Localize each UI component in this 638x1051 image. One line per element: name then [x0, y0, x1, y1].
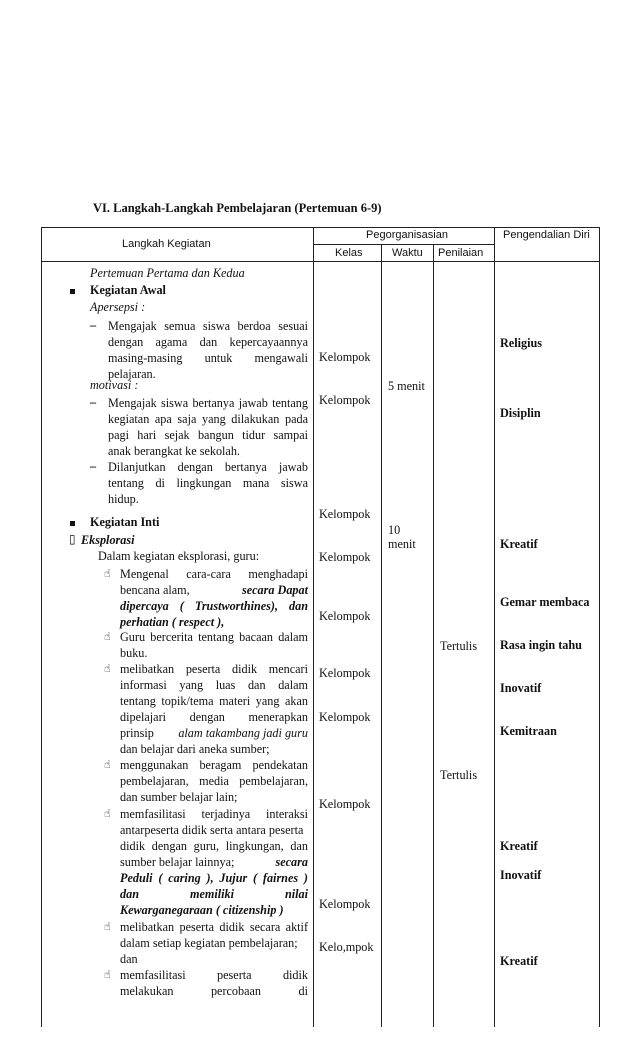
- pointing-hand-icon: ☝: [104, 920, 111, 933]
- inti-item-6-line-1: melibatkan peserta didik secara aktif: [120, 920, 308, 934]
- waktu-cell: 10: [388, 523, 401, 537]
- inti-item-3-line-5b: alam takambang jadi guru: [178, 726, 308, 740]
- awal-item-1-line-3: masing-masing untuk mengawali: [108, 351, 308, 365]
- kelas-cell: Kelompok: [319, 797, 371, 811]
- inti-item-5-line-7: Kewarganegaraan ( citizenship ): [120, 903, 284, 917]
- waktu-cell: 5 menit: [388, 379, 425, 393]
- pengendalian-cell: Kreatif: [500, 537, 538, 551]
- awal-item-3-line-3: hidup.: [108, 492, 139, 506]
- pointing-hand-icon: ☝: [104, 968, 111, 981]
- kegiatan-inti-heading: Kegiatan Inti: [90, 515, 160, 529]
- inti-item-2-line-2: buku.: [120, 646, 148, 660]
- inti-item-6-line-2: dalam setiap kegiatan pembelajaran;: [120, 936, 298, 950]
- inti-item-5-line-5: Peduli ( caring ), Jujur ( fairnes ): [120, 871, 308, 885]
- dash-bullet-icon: –: [90, 395, 97, 409]
- inti-item-6-line-3: dan: [120, 952, 138, 966]
- kelas-cell: Kelompok: [319, 507, 371, 521]
- pengendalian-cell: Religius: [500, 336, 542, 350]
- inti-item-5-line-2: antarpeserta didik serta antara peserta: [120, 823, 304, 837]
- square-bullet-icon: [70, 289, 75, 294]
- awal-item-1-line-2: dengan agama dan kepercayaannya: [108, 335, 308, 349]
- square-bullet-icon: [70, 521, 75, 526]
- awal-item-2-line-4: anak berangkat ke sekolah.: [108, 444, 240, 458]
- kelas-cell: Kelompok: [319, 666, 371, 680]
- inti-item-2-line-1: Guru bercerita tentang bacaan dalam: [120, 630, 308, 644]
- inti-item-1-line-2a: bencana alam,: [120, 583, 190, 597]
- inti-item-4-line-2: pembelajaran, media pembelajaran,: [120, 774, 308, 788]
- inti-item-1-line-2b: secara Dapat: [241, 583, 308, 597]
- pengendalian-cell: Rasa ingin tahu: [500, 638, 582, 652]
- inti-item-5-line-3: didik dengan guru, lingkungan, dan: [120, 839, 308, 853]
- motivasi-label: motivasi :: [90, 378, 139, 392]
- inti-item-3-line-2: informasi yang luas dan dalam: [120, 678, 308, 692]
- inti-item-5-line-1: memfasilitasi terjadinya interaksi: [120, 807, 308, 821]
- pengendalian-cell: Inovatif: [500, 868, 542, 882]
- inti-item-3-line-3: tentang topik/tema materi yang akan: [120, 694, 308, 708]
- waktu-cell: menit: [388, 537, 416, 551]
- pointing-hand-icon: ☝: [104, 630, 111, 643]
- pointing-hand-icon: ☝: [104, 662, 111, 675]
- inti-item-5-line-6: dan memiliki nilai: [120, 887, 308, 901]
- inti-item-1-line-3: dipercaya ( Trustworthines), dan: [120, 599, 308, 613]
- pengendalian-cell: Kreatif: [500, 954, 538, 968]
- header-kelas: Kelas: [335, 247, 363, 259]
- inti-item-5-line-4a: sumber belajar lainnya;: [120, 855, 235, 869]
- section-title: VI. Langkah-Langkah Pembelajaran (Pertemuan 6-9): [93, 201, 382, 215]
- awal-item-1-line-1: Mengajak semua siswa berdoa sesuai: [108, 319, 308, 333]
- inti-item-5-line-4b: secara: [275, 855, 308, 869]
- inti-item-3-line-5: [120, 725, 308, 741]
- pointing-hand-icon: ☝: [104, 807, 111, 820]
- awal-item-3-line-2: tentang di lingkungan mana siswa: [108, 476, 308, 490]
- awal-item-2-line-3: pagi hari sejak bangun tidur sampai: [108, 428, 308, 442]
- header-pengendalian-diri: Pengendalian Diri: [503, 229, 590, 241]
- kelas-cell: Kelompok: [319, 350, 371, 364]
- apersepsi-label: Apersepsi :: [90, 300, 146, 314]
- dalam-kegiatan-text: Dalam kegiatan eksplorasi, guru:: [98, 549, 260, 563]
- inti-item-3-line-1: melibatkan peserta didik mencari: [120, 662, 308, 676]
- kelas-cell: Kelo,mpok: [319, 940, 374, 954]
- pengendalian-cell: Kemitraan: [500, 724, 557, 738]
- pertemuan-label: Pertemuan Pertama dan Kedua: [90, 266, 245, 280]
- pengendalian-cell: Kreatif: [500, 839, 538, 853]
- dash-bullet-icon: –: [90, 318, 97, 332]
- eksplorasi-heading: Eksplorasi: [81, 533, 135, 547]
- pointing-hand-icon: ☝: [104, 758, 111, 771]
- penilaian-cell: Tertulis: [440, 639, 478, 653]
- header-penilaian: Penilaian: [438, 247, 484, 259]
- inti-item-1-line-4: perhatian ( respect ),: [120, 615, 225, 629]
- inti-item-5-line-4: [120, 854, 308, 870]
- inti-item-1-line-1: Mengenal cara-cara menghadapi: [120, 567, 308, 581]
- kelas-cell: Kelompok: [319, 550, 371, 564]
- kelas-cell: Kelompok: [319, 897, 371, 911]
- header-pegorganisasian: Pegorganisasian: [366, 229, 448, 241]
- kelas-cell: Kelompok: [319, 710, 371, 724]
- awal-item-1-line-4: pelajaran.: [108, 367, 156, 381]
- header-langkah-kegiatan: Langkah Kegiatan: [122, 238, 211, 250]
- awal-item-3-line-1: Dilanjutkan dengan bertanya jawab: [108, 460, 308, 474]
- inti-item-3-line-4: dipelajari dengan menerapkan: [120, 710, 308, 724]
- pengendalian-cell: Gemar membaca: [500, 595, 590, 609]
- pengendalian-cell: Disiplin: [500, 406, 541, 420]
- header-waktu: Waktu: [392, 247, 423, 259]
- awal-item-2-line-1: Mengajak siswa bertanya jawab tentang: [108, 396, 308, 410]
- kegiatan-awal-heading: Kegiatan Awal: [90, 283, 166, 297]
- kelas-cell: Kelompok: [319, 609, 371, 623]
- inti-item-3-line-5a: prinsip: [120, 726, 154, 740]
- penilaian-cell: Tertulis: [440, 768, 478, 782]
- inti-item-1-line-2: [120, 582, 308, 598]
- kelas-cell: Kelompok: [319, 393, 371, 407]
- dash-bullet-icon: –: [90, 459, 97, 473]
- inti-item-7-line-1: memfasilitasi peserta didik: [120, 968, 308, 982]
- inti-item-4-line-1: menggunakan beragam pendekatan: [120, 758, 308, 772]
- pointing-hand-icon: ☝: [104, 567, 111, 580]
- checkbox-bullet-icon: ▯: [69, 532, 76, 546]
- inti-item-4-line-3: dan sumber belajar lain;: [120, 790, 238, 804]
- awal-item-2-line-2: kegiatan apa saja yang dilakukan pada: [108, 412, 308, 426]
- inti-item-3-line-6: dan belajar dari aneka sumber;: [120, 742, 270, 756]
- pengendalian-cell: Inovatif: [500, 681, 542, 695]
- inti-item-7-line-2: melakukan percobaan di: [120, 984, 308, 998]
